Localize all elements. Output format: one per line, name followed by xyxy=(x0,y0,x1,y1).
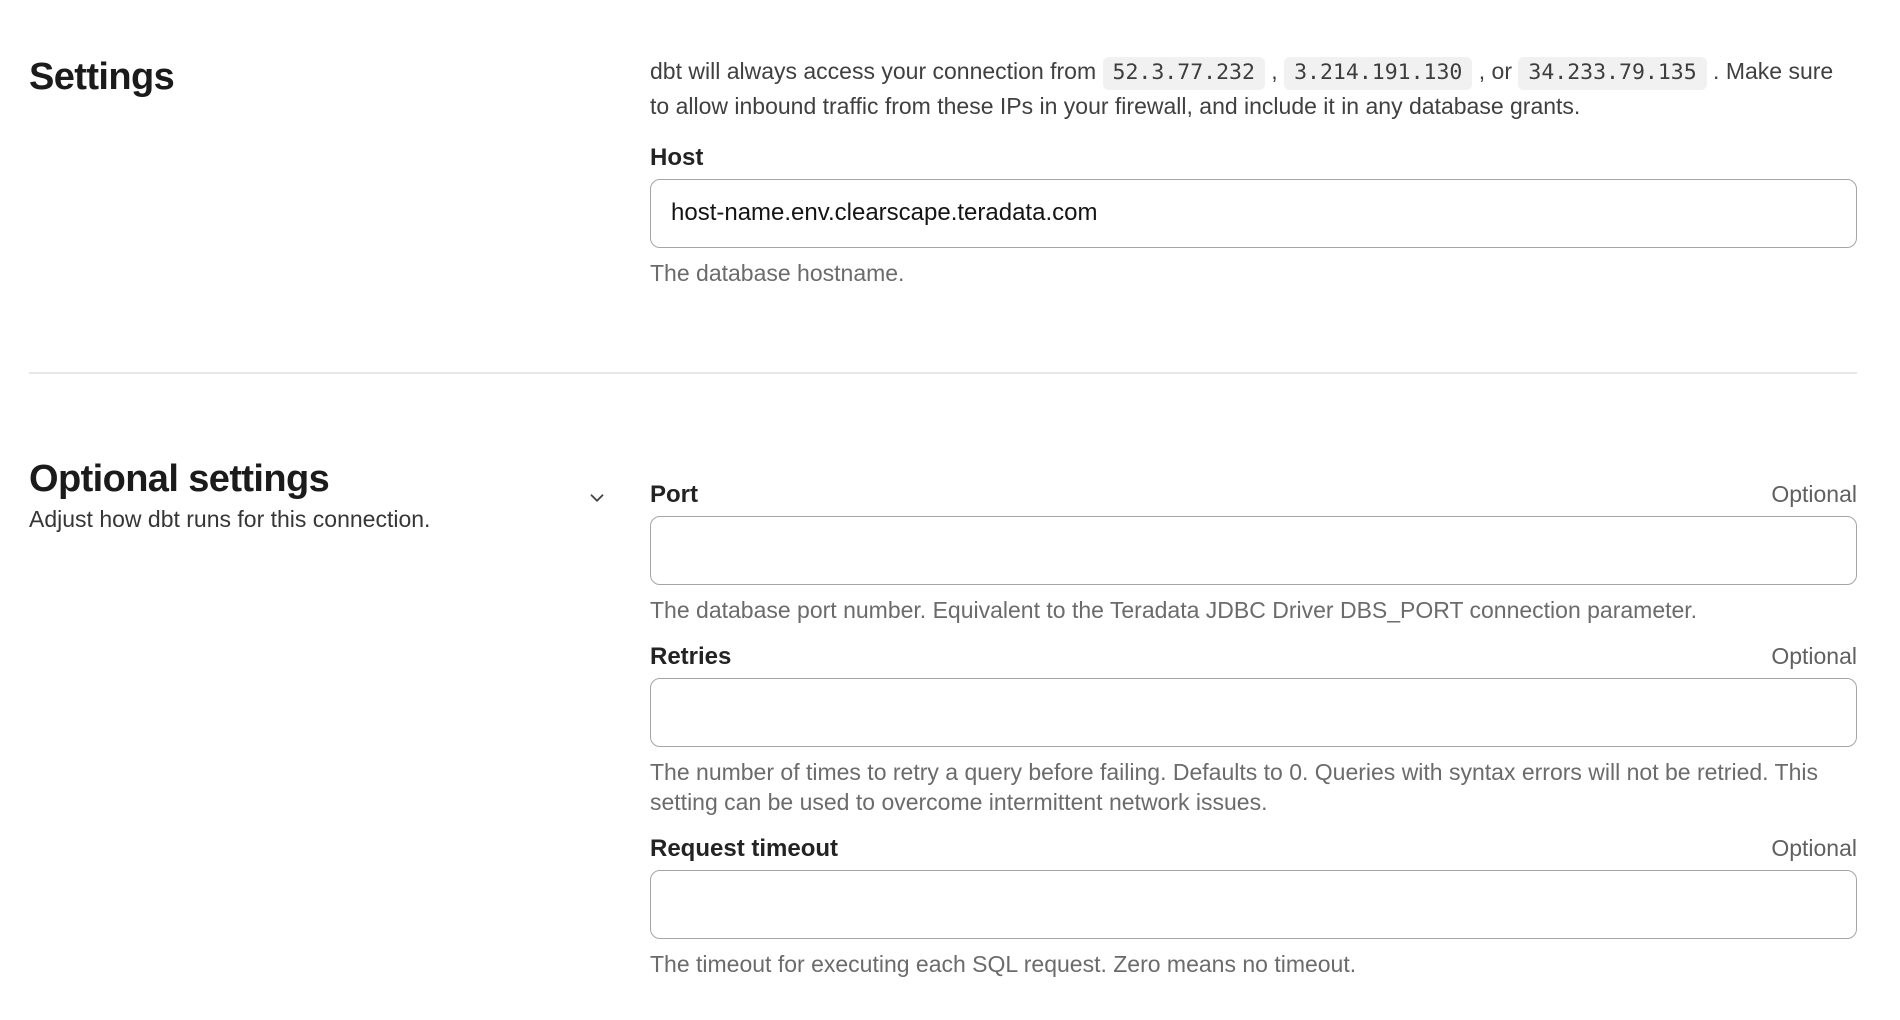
ip-address-badge-1: 52.3.77.232 xyxy=(1103,57,1265,90)
retries-optional-badge: Optional xyxy=(1771,642,1857,669)
ip-note-text: dbt will always access your connection from xyxy=(650,58,1103,84)
retries-input[interactable] xyxy=(650,678,1857,747)
port-helper: The database port number. Equivalent to the Teradata JDBC Driver DBS_PORT connection parameter. xyxy=(650,596,1698,623)
settings-section xyxy=(29,55,1857,288)
optional-settings-subtitle: Adjust how dbt runs for this connection. xyxy=(29,505,431,532)
ip-note-text: . Make sure to allow inbound traffic from these IPs in your firewall, and include it in any database grants. xyxy=(650,58,1834,119)
port-input[interactable] xyxy=(650,516,1857,585)
host-field-group xyxy=(650,143,1857,288)
chevron-down-icon xyxy=(586,487,608,509)
port-label-row xyxy=(650,479,1857,510)
optional-settings-header xyxy=(29,457,650,534)
ip-note-text: , xyxy=(1264,58,1285,84)
port-optional-badge: Optional xyxy=(1771,480,1857,507)
host-helper: The database hostname. xyxy=(650,259,905,286)
settings-title: Settings xyxy=(29,56,175,98)
retries-label-row xyxy=(650,641,1857,672)
optional-settings-body xyxy=(650,479,1857,979)
collapse-section-button[interactable] xyxy=(585,486,609,510)
section-divider xyxy=(29,372,1857,374)
ip-note-text: , or xyxy=(1472,58,1519,84)
request-timeout-label-row xyxy=(650,833,1857,864)
optional-settings-section xyxy=(29,457,1857,979)
ip-address-badge-3: 34.233.79.135 xyxy=(1518,57,1706,90)
optional-settings-title: Optional settings xyxy=(29,457,330,500)
host-input[interactable] xyxy=(650,179,1857,248)
retries-helper: The number of times to retry a query before failing. Defaults to 0. Queries with syntax errors will not be retried. This setting can be used to overcome intermittent network issues. xyxy=(650,758,1818,815)
request-timeout-field-group xyxy=(650,833,1857,979)
host-label: Host xyxy=(650,143,704,171)
request-timeout-optional-badge: Optional xyxy=(1771,834,1857,861)
port-field-group xyxy=(650,479,1857,625)
host-label-row xyxy=(650,143,1857,173)
retries-field-group xyxy=(650,641,1857,817)
request-timeout-label: Request timeout xyxy=(650,834,839,862)
port-label: Port xyxy=(650,480,698,508)
request-timeout-helper: The timeout for executing each SQL request. Zero means no timeout. xyxy=(650,950,1357,977)
ip-address-badge-2: 3.214.191.130 xyxy=(1284,57,1472,90)
retries-label: Retries xyxy=(650,642,732,670)
settings-section-body xyxy=(650,55,1857,288)
request-timeout-input[interactable] xyxy=(650,870,1857,939)
settings-section-header xyxy=(29,55,650,100)
ip-allowlist-note xyxy=(650,55,1857,123)
